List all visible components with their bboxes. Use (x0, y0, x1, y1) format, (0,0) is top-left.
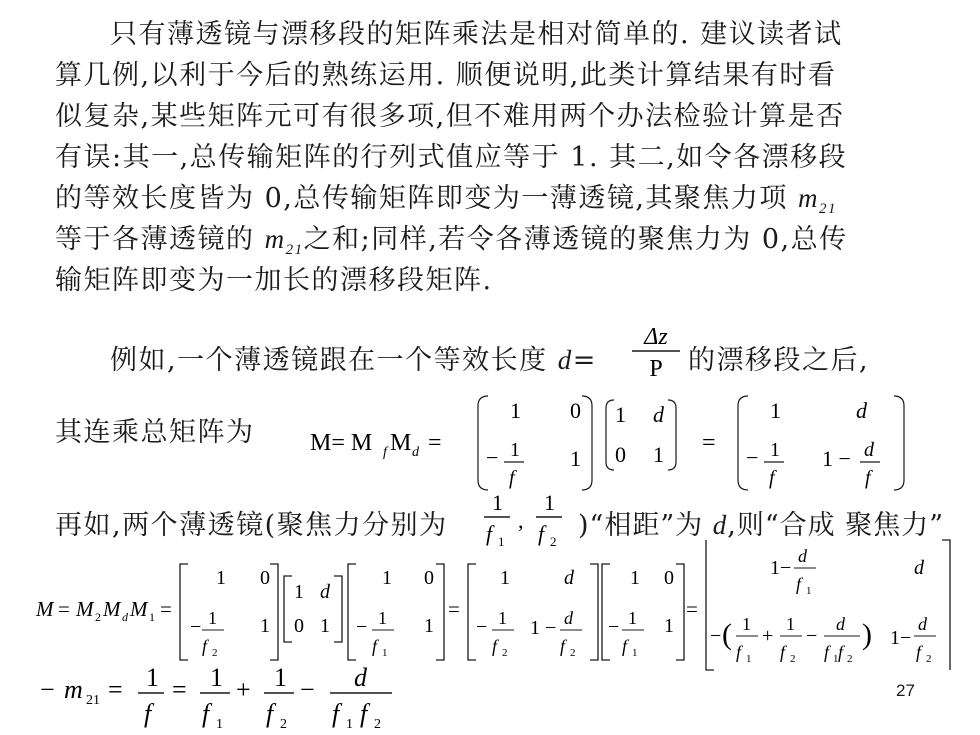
eq-text: − (300, 675, 315, 704)
text-line (55, 217, 848, 259)
eq-text: f (266, 699, 274, 728)
m-letter: m (798, 183, 820, 213)
matrix-entry: f (865, 467, 871, 489)
eq-text: f (332, 699, 340, 728)
matrix-entry: − (710, 625, 722, 647)
matrix-entry: − (486, 445, 499, 470)
example1-line: 例如,一个薄透镜跟在一个等效长度 d= (110, 345, 597, 376)
text-segment: ,则“合成 聚焦力” (727, 510, 945, 541)
matrix-entry: 1 (382, 647, 388, 659)
m-letter: m (264, 224, 286, 254)
eq-text: 2 (280, 717, 287, 732)
numerator: Δz (644, 324, 668, 350)
bracket (894, 396, 904, 490)
matrix-entry: f (509, 467, 515, 489)
eq-text: M (36, 597, 54, 621)
matrix-entry: − (356, 616, 368, 638)
matrix-entry: 1 (770, 398, 781, 423)
matrix-entry: − (608, 616, 620, 638)
matrix-entry: f (838, 642, 844, 662)
eq-text: f (144, 699, 152, 728)
m21-subscript: 21 (819, 201, 838, 217)
matrix-entry: + (762, 625, 774, 647)
matrix-entry: d (564, 608, 573, 628)
numerator: 1 (544, 490, 555, 515)
bracket (468, 564, 476, 660)
equation-combined-focal-power (40, 660, 420, 735)
bracket (436, 564, 444, 660)
bracket (270, 564, 278, 660)
matrix-entry: f (916, 642, 922, 662)
matrix-entry: 0 (260, 567, 270, 589)
matrix-entry: 1 (510, 439, 520, 461)
text-segment: 再如,两个薄透镜(聚焦力分别为 (55, 510, 448, 541)
example2-line (55, 503, 448, 542)
matrix-entry: 1 (500, 567, 510, 589)
bracket (590, 564, 598, 660)
matrix-entry: 1 (382, 567, 392, 589)
matrix-entry: 1 (770, 439, 780, 461)
eq-text: 1 (210, 663, 223, 692)
eq-text: = (702, 430, 716, 456)
matrix-entry: − (746, 445, 759, 470)
matrix-entry: d (914, 557, 924, 579)
m21-symbol (264, 224, 304, 258)
matrix-entry: 1 − (822, 446, 851, 471)
matrix-entry: 1 (378, 608, 387, 628)
matrix-entry: 1 (615, 402, 626, 427)
denominator: P (649, 356, 663, 380)
matrix-entry: f (372, 636, 378, 656)
numerator: 1 (492, 490, 503, 515)
equation-thin-lens-drift (310, 390, 920, 495)
matrix-entry: d (836, 614, 845, 634)
text-line: 算几例,以利于今后的熟练运用. 顺便说明,此类计算结果有时看 (55, 60, 837, 91)
matrix-entry: d (798, 546, 807, 566)
text-segment: )“相距”为 (578, 510, 704, 541)
text-line: 似复杂,某些矩阵元可有很多项,但不难用两个办法检验计算是否 (55, 101, 845, 132)
eq-text: 1 (216, 717, 223, 732)
eq-text: 1 (146, 663, 159, 692)
eq-text: M (390, 430, 412, 456)
matrix-entry: − (806, 625, 818, 647)
text-segment (578, 503, 944, 542)
eq-text: = (448, 597, 460, 621)
bracket (602, 564, 610, 660)
eq-text: = (58, 597, 70, 621)
matrix-entry: 0 (570, 398, 581, 423)
matrix-entry: ) (862, 618, 872, 651)
matrix-entry: f (202, 636, 208, 656)
matrix-entry: d (856, 398, 867, 423)
bracket (180, 564, 188, 660)
eq-text: m (64, 675, 83, 704)
eq-text: f (202, 699, 210, 728)
text-line: 输矩阵即变为一加长的漂移段矩阵. (55, 265, 493, 296)
matrix-entry: 1 (510, 398, 521, 423)
matrix-entry: 1 (630, 567, 640, 589)
matrix-entry: 1 − (530, 617, 557, 639)
d-symbol: d (557, 345, 573, 375)
matrix-entry: f (824, 642, 830, 662)
matrix-entry: 0 (615, 442, 626, 467)
eq-text: 2 (95, 610, 101, 624)
matrix-entry: 2 (847, 653, 853, 665)
bracket (676, 564, 684, 660)
bracket (334, 576, 342, 642)
matrix-entry: 2 (212, 647, 218, 659)
matrix-entry: − (476, 616, 488, 638)
eq-text: 1 (346, 717, 353, 732)
eq-text: + (236, 675, 251, 704)
m21-symbol (798, 183, 838, 217)
eq-text: 1 (149, 610, 155, 624)
text-line (55, 176, 837, 218)
matrix-entry: 1 (806, 585, 812, 597)
matrix-entry: d (564, 567, 574, 589)
matrix-entry: 1 (260, 615, 270, 637)
matrix-entry: d (918, 614, 927, 634)
bracket (738, 396, 748, 490)
matrix-entry: d (653, 402, 664, 427)
matrix-entry: 1 (653, 442, 664, 467)
text-segment: 的漂移段之后, (688, 345, 870, 376)
matrix-entry: d (320, 581, 330, 603)
text-segment: 的等效长度皆为 0,总传输矩阵即变为一薄透镜,其聚焦力项 (55, 183, 788, 214)
text-segment: 等于各薄透镜的 (55, 224, 255, 255)
bracket (606, 400, 614, 470)
bracket (942, 540, 950, 670)
matrix-entry: f (780, 642, 786, 662)
matrix-entry: d (864, 439, 874, 461)
matrix-entry: 1 (294, 581, 304, 603)
matrix-entry: 0 (664, 567, 674, 589)
eq-text: 21 (86, 693, 100, 708)
matrix-entry: 1 (746, 653, 752, 665)
matrix-entry: 1 (208, 608, 217, 628)
eq-text: − (40, 675, 55, 704)
matrix-entry: 1 (424, 615, 434, 637)
matrix-entry: f (769, 467, 775, 489)
text-line: 有误:其一,总传输矩阵的行列式值应等于 1. 其二,如令各漂移段 (55, 142, 848, 173)
matrix-entry: ( (722, 618, 732, 651)
eq-text: = (160, 597, 172, 621)
matrix-entry: 1 (664, 615, 674, 637)
eq-text: 1 (274, 663, 287, 692)
page-number: 27 (896, 681, 915, 700)
eq-text: 2 (374, 717, 381, 732)
eq-text: M (130, 597, 148, 621)
matrix-entry: 1 (570, 446, 581, 471)
bracket (348, 564, 356, 660)
eq-text: M= M (310, 430, 373, 456)
eq-text: = (108, 675, 123, 704)
matrix-entry: 2 (790, 653, 796, 665)
matrix-entry: 2 (570, 647, 576, 659)
text-line: 只有薄透镜与漂移段的矩阵乘法是相对简单的. 建议读者试 (110, 19, 843, 50)
denominator: f (486, 521, 493, 546)
bracket (284, 576, 292, 642)
m21-subscript: 21 (285, 242, 304, 258)
equation-two-lenses (30, 538, 960, 678)
matrix-entry: 0 (424, 567, 434, 589)
eq-text: M (103, 597, 121, 621)
eq-text: M (76, 597, 94, 621)
matrix-entry: 1− (770, 557, 792, 579)
matrix-entry: 0 (294, 615, 304, 637)
matrix-entry: 1 (498, 608, 507, 628)
bracket (478, 396, 488, 490)
bracket (668, 400, 676, 470)
fraction-dz-over-p (628, 318, 684, 380)
eq-text: f (383, 445, 387, 460)
eq-text: d (412, 445, 419, 460)
matrix-entry: 1 (320, 615, 330, 637)
eq-text: = (686, 597, 698, 621)
bracket (582, 396, 592, 490)
matrix-entry: f (622, 636, 628, 656)
matrix-entry: 2 (502, 647, 508, 659)
matrix-entry: 1 (216, 567, 226, 589)
example1-label: 其连乘总矩阵为 (55, 417, 255, 448)
matrix-entry: 1 (742, 614, 751, 634)
d-symbol: d (712, 510, 728, 540)
text-segment: 之和;同样,若令各薄透镜的聚焦力为 0,总传 (303, 224, 848, 255)
matrix-entry: f (736, 642, 742, 662)
eq-text: f (360, 699, 368, 728)
bracket (706, 540, 714, 670)
eq-text: = (428, 430, 442, 456)
matrix-entry: f (492, 636, 498, 656)
eq-text: = (172, 675, 187, 704)
matrix-entry: f (560, 636, 566, 656)
matrix-entry: 1 (786, 614, 795, 634)
denominator-sub: 1 (498, 534, 505, 548)
matrix-entry: 1− (890, 627, 912, 649)
denominator-sub: 2 (550, 534, 557, 548)
matrix-entry: 1 (833, 653, 839, 665)
eq-text: d (122, 610, 128, 624)
matrix-entry: 2 (926, 653, 932, 665)
denominator: f (538, 521, 545, 546)
matrix-entry: 1 (632, 647, 638, 659)
text-segment: 例如,一个薄透镜跟在一个等效长度 (110, 345, 548, 376)
matrix-entry: 1 (628, 608, 637, 628)
separator: , (518, 508, 524, 533)
eq-text: d (354, 663, 367, 692)
matrix-entry: − (190, 616, 202, 638)
matrix-entry: f (796, 574, 802, 594)
